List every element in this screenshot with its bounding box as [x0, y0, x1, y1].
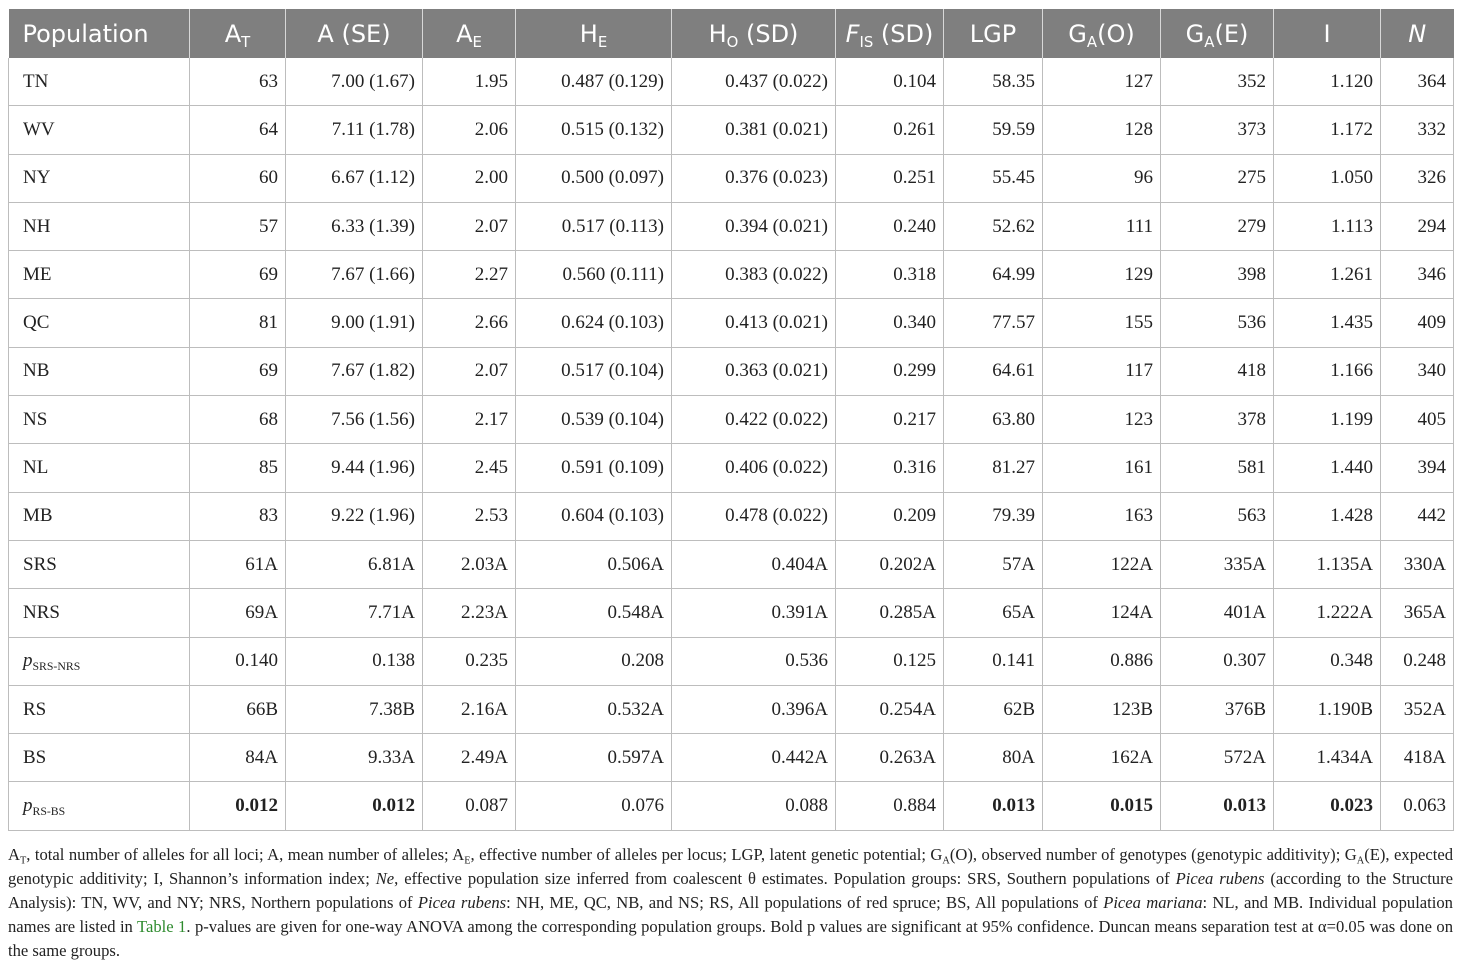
row-label: RS: [9, 685, 190, 733]
table-cell: 9.44 (1.96): [286, 444, 423, 492]
table-cell: 55.45: [944, 154, 1043, 202]
table-cell: 2.16A: [423, 685, 516, 733]
row-label: WV: [9, 106, 190, 154]
table-cell: 1.190B: [1274, 685, 1381, 733]
table-row: [9, 58, 1454, 106]
table-body: [9, 58, 1454, 830]
table-cell: 0.422 (0.022): [672, 396, 836, 444]
table-cell: 117: [1043, 347, 1161, 395]
table-cell: 2.66: [423, 299, 516, 347]
row-label: QC: [9, 299, 190, 347]
table-cell: 364: [1381, 58, 1454, 106]
table-cell: 0.363 (0.021): [672, 347, 836, 395]
table-cell: 0.532A: [516, 685, 672, 733]
row-label: NH: [9, 202, 190, 250]
table-row: [9, 106, 1454, 154]
table-cell: 0.394 (0.021): [672, 202, 836, 250]
table-cell: 57: [190, 202, 286, 250]
table-cell: 0.396A: [672, 685, 836, 733]
table-cell: 536: [1161, 299, 1274, 347]
table-cell: 1.199: [1274, 396, 1381, 444]
table-cell: 0.884: [836, 782, 944, 830]
table-cell: 0.202A: [836, 540, 944, 588]
table-cell: 0.348: [1274, 637, 1381, 685]
table-cell: 1.95: [423, 58, 516, 106]
table-row: [9, 685, 1454, 733]
table-cell: 129: [1043, 251, 1161, 299]
table-cell: 7.38B: [286, 685, 423, 733]
table-header: [9, 9, 1454, 58]
table-cell: 123B: [1043, 685, 1161, 733]
table-cell: 0.604 (0.103): [516, 492, 672, 540]
table-cell: 2.03A: [423, 540, 516, 588]
table-cell: 7.67 (1.66): [286, 251, 423, 299]
table-cell: 335A: [1161, 540, 1274, 588]
table-cell: 330A: [1381, 540, 1454, 588]
table-cell: 0.442A: [672, 734, 836, 782]
row-label: $p_{SRS-NRS}$: [9, 637, 190, 685]
footnote-text: (E), expected genotypic additivity; I, Shannon’s information index;: [8, 845, 1453, 888]
table-cell: 0.307: [1161, 637, 1274, 685]
table-row: [9, 734, 1454, 782]
table-cell: 1.434A: [1274, 734, 1381, 782]
table-cell: 2.07: [423, 202, 516, 250]
table-cell: 127: [1043, 58, 1161, 106]
row-label: NRS: [9, 589, 190, 637]
table-cell: 0.500 (0.097): [516, 154, 672, 202]
footnote-text: . p-values are given for one-way ANOVA among the corresponding population groups. Bold p values are significant at 95% confidence. Duncan means separation test at α=0.05 was done on the same groups.: [8, 917, 1453, 960]
table-cell: 0.560 (0.111): [516, 251, 672, 299]
table-cell: 0.013: [944, 782, 1043, 830]
table-cell: 0.285A: [836, 589, 944, 637]
table-cell: 0.012: [190, 782, 286, 830]
table-cell: 0.125: [836, 637, 944, 685]
table-cell: 124A: [1043, 589, 1161, 637]
table-cell: 65A: [944, 589, 1043, 637]
table-row: [9, 444, 1454, 492]
table-cell: 0.248: [1381, 637, 1454, 685]
table-row: [9, 637, 1454, 685]
table-cell: 63: [190, 58, 286, 106]
column-header: $H_E$: [516, 9, 672, 58]
row-label: ME: [9, 251, 190, 299]
table-cell: 2.53: [423, 492, 516, 540]
footnote-text: : NL, and MB. Individual population names are listed in: [8, 893, 1453, 936]
table-cell: 1.261: [1274, 251, 1381, 299]
table-cell: 0.209: [836, 492, 944, 540]
table-cell: 64.99: [944, 251, 1043, 299]
table-cell: 0.487 (0.129): [516, 58, 672, 106]
species-name: Picea rubens: [1175, 869, 1265, 888]
table-cell: 0.318: [836, 251, 944, 299]
table-cell: 0.539 (0.104): [516, 396, 672, 444]
column-header: $A_T$: [190, 9, 286, 58]
table-cell: 398: [1161, 251, 1274, 299]
table-cell: 52.62: [944, 202, 1043, 250]
table-cell: 9.00 (1.91): [286, 299, 423, 347]
table-cell: 69: [190, 251, 286, 299]
table-cell: 0.597A: [516, 734, 672, 782]
table-cell: 1.172: [1274, 106, 1381, 154]
table-cell: 9.33A: [286, 734, 423, 782]
table-cell: 0.515 (0.132): [516, 106, 672, 154]
table-cell: 1.050: [1274, 154, 1381, 202]
table-cell: 1.135A: [1274, 540, 1381, 588]
table-cell: 0.104: [836, 58, 944, 106]
row-label: MB: [9, 492, 190, 540]
table-row: [9, 782, 1454, 830]
table-cell: 0.013: [1161, 782, 1274, 830]
table-cell: 0.316: [836, 444, 944, 492]
table-cell: 2.17: [423, 396, 516, 444]
table-cell: 1.428: [1274, 492, 1381, 540]
table-cell: 1.222A: [1274, 589, 1381, 637]
table-cell: 0.506A: [516, 540, 672, 588]
table-row: [9, 202, 1454, 250]
table-cell: 0.263A: [836, 734, 944, 782]
table-cell: 0.376 (0.023): [672, 154, 836, 202]
table-cell: 0.624 (0.103): [516, 299, 672, 347]
table-cell: 81.27: [944, 444, 1043, 492]
row-label: NS: [9, 396, 190, 444]
table-cell: 162A: [1043, 734, 1161, 782]
table-cell: 59.59: [944, 106, 1043, 154]
table-cell: 161: [1043, 444, 1161, 492]
table-cell: 0.413 (0.021): [672, 299, 836, 347]
table-cell: 0.299: [836, 347, 944, 395]
table-cell: 1.113: [1274, 202, 1381, 250]
table-1-link[interactable]: Table 1: [137, 917, 187, 936]
table-cell: 64: [190, 106, 286, 154]
table-cell: 79.39: [944, 492, 1043, 540]
footnote-sub: E: [464, 855, 471, 867]
table-cell: 1.440: [1274, 444, 1381, 492]
table-cell: 6.67 (1.12): [286, 154, 423, 202]
column-header: N: [1381, 9, 1454, 58]
table-cell: 0.235: [423, 637, 516, 685]
table-cell: 2.27: [423, 251, 516, 299]
table-cell: 275: [1161, 154, 1274, 202]
table-cell: 0.087: [423, 782, 516, 830]
table-cell: 63.80: [944, 396, 1043, 444]
table-cell: 378: [1161, 396, 1274, 444]
table-row: [9, 299, 1454, 347]
column-header: Population: [9, 9, 190, 58]
table-cell: 0.340: [836, 299, 944, 347]
table-cell: 80A: [944, 734, 1043, 782]
table-footnote: [8, 843, 1453, 963]
table-cell: 96: [1043, 154, 1161, 202]
table-cell: 405: [1381, 396, 1454, 444]
table-cell: 0.076: [516, 782, 672, 830]
table-cell: 0.240: [836, 202, 944, 250]
table-cell: 409: [1381, 299, 1454, 347]
table-cell: 0.141: [944, 637, 1043, 685]
table-cell: 0.478 (0.022): [672, 492, 836, 540]
table-row: [9, 540, 1454, 588]
table-cell: 77.57: [944, 299, 1043, 347]
table-cell: 2.00: [423, 154, 516, 202]
table-cell: 6.33 (1.39): [286, 202, 423, 250]
table-row: [9, 347, 1454, 395]
table-cell: 418: [1161, 347, 1274, 395]
table-cell: 0.023: [1274, 782, 1381, 830]
table-cell: 0.404A: [672, 540, 836, 588]
table-row: [9, 251, 1454, 299]
table-cell: 352: [1161, 58, 1274, 106]
table-cell: 0.063: [1381, 782, 1454, 830]
table-cell: 0.391A: [672, 589, 836, 637]
footnote-text: , effective population size inferred from coalescent θ estimates. Population groups: SRS, Southern populations of: [394, 869, 1176, 888]
table-cell: 394: [1381, 444, 1454, 492]
table-cell: 401A: [1161, 589, 1274, 637]
column-header: I: [1274, 9, 1381, 58]
table-cell: 7.11 (1.78): [286, 106, 423, 154]
header-row: [9, 9, 1454, 58]
footnote-text: : NH, ME, QC, NB, and NS; RS, All populations of red spruce; BS, All populations of: [506, 893, 1104, 912]
table-cell: 7.67 (1.82): [286, 347, 423, 395]
table-cell: 0.517 (0.113): [516, 202, 672, 250]
table-cell: 163: [1043, 492, 1161, 540]
table-cell: 69: [190, 347, 286, 395]
species-name: Picea rubens: [417, 893, 507, 912]
footnote-italic: Ne: [375, 869, 395, 888]
table-cell: 0.886: [1043, 637, 1161, 685]
table-cell: 0.261: [836, 106, 944, 154]
table-cell: 2.06: [423, 106, 516, 154]
table-cell: 1.120: [1274, 58, 1381, 106]
table-cell: 84A: [190, 734, 286, 782]
footnote-sub: A: [1356, 855, 1365, 867]
table-cell: 85: [190, 444, 286, 492]
table-cell: 373: [1161, 106, 1274, 154]
row-label: $p_{RS-BS}$: [9, 782, 190, 830]
table-cell: 61A: [190, 540, 286, 588]
table-cell: 418A: [1381, 734, 1454, 782]
table-cell: 0.140: [190, 637, 286, 685]
table-cell: 0.383 (0.022): [672, 251, 836, 299]
footnote-text: A: [8, 845, 20, 864]
table-cell: 0.217: [836, 396, 944, 444]
table-cell: 128: [1043, 106, 1161, 154]
table-cell: 0.208: [516, 637, 672, 685]
table-cell: 0.536: [672, 637, 836, 685]
table-cell: 57A: [944, 540, 1043, 588]
table-cell: 376B: [1161, 685, 1274, 733]
table-cell: 0.015: [1043, 782, 1161, 830]
table-cell: 279: [1161, 202, 1274, 250]
table-row: [9, 589, 1454, 637]
table-cell: 0.254A: [836, 685, 944, 733]
table-cell: 346: [1381, 251, 1454, 299]
table-row: [9, 396, 1454, 444]
row-label: NB: [9, 347, 190, 395]
table-cell: 340: [1381, 347, 1454, 395]
table-cell: 2.45: [423, 444, 516, 492]
footnote-sub: T: [19, 855, 27, 867]
column-header: LGP: [944, 9, 1043, 58]
table-cell: 1.166: [1274, 347, 1381, 395]
footnote-text: (O), observed number of genotypes (genotypic additivity); G: [949, 845, 1357, 864]
footnote-text: , total number of alleles for all loci; A, mean number of alleles; A: [26, 845, 465, 864]
table-cell: 6.81A: [286, 540, 423, 588]
footnote-text: (according to the Structure Analysis): TN, WV, and NY; NRS, Northern populations of: [8, 869, 1453, 912]
row-label: NL: [9, 444, 190, 492]
table-cell: 332: [1381, 106, 1454, 154]
table-container: [8, 9, 1453, 831]
table-cell: 0.591 (0.109): [516, 444, 672, 492]
table-cell: 62B: [944, 685, 1043, 733]
table-cell: 0.138: [286, 637, 423, 685]
table-cell: 66B: [190, 685, 286, 733]
row-label: NY: [9, 154, 190, 202]
column-header: $A_E$: [423, 9, 516, 58]
footnote-text: , effective number of alleles per locus; LGP, latent genetic potential; G: [470, 845, 943, 864]
table-cell: 1.435: [1274, 299, 1381, 347]
table-cell: 0.517 (0.104): [516, 347, 672, 395]
table-cell: 572A: [1161, 734, 1274, 782]
table-row: [9, 492, 1454, 540]
table-cell: 581: [1161, 444, 1274, 492]
table-cell: 122A: [1043, 540, 1161, 588]
row-label: BS: [9, 734, 190, 782]
table-cell: 365A: [1381, 589, 1454, 637]
table-cell: 111: [1043, 202, 1161, 250]
row-label: SRS: [9, 540, 190, 588]
table-cell: 442: [1381, 492, 1454, 540]
table-cell: 68: [190, 396, 286, 444]
column-header: $G_A(O)$: [1043, 9, 1161, 58]
column-header: $G_A(E)$: [1161, 9, 1274, 58]
table-cell: 2.07: [423, 347, 516, 395]
species-name: Picea mariana: [1103, 893, 1203, 912]
table-cell: 155: [1043, 299, 1161, 347]
table-cell: 58.35: [944, 58, 1043, 106]
table-cell: 64.61: [944, 347, 1043, 395]
table-cell: 7.71A: [286, 589, 423, 637]
table-cell: 2.23A: [423, 589, 516, 637]
table-cell: 0.548A: [516, 589, 672, 637]
table-cell: 7.00 (1.67): [286, 58, 423, 106]
table-cell: 352A: [1381, 685, 1454, 733]
table-cell: 7.56 (1.56): [286, 396, 423, 444]
table-cell: 2.49A: [423, 734, 516, 782]
table-cell: 0.437 (0.022): [672, 58, 836, 106]
population-genetics-table: [8, 9, 1454, 831]
table-cell: 0.381 (0.021): [672, 106, 836, 154]
table-cell: 0.088: [672, 782, 836, 830]
table-cell: 0.406 (0.022): [672, 444, 836, 492]
table-cell: 60: [190, 154, 286, 202]
column-header: A (SE): [286, 9, 423, 58]
column-header: $H_O$ (SD): [672, 9, 836, 58]
table-cell: 0.012: [286, 782, 423, 830]
table-cell: 563: [1161, 492, 1274, 540]
column-header: $F_{IS}$ (SD): [836, 9, 944, 58]
row-label: TN: [9, 58, 190, 106]
table-cell: 81: [190, 299, 286, 347]
table-cell: 0.251: [836, 154, 944, 202]
table-cell: 83: [190, 492, 286, 540]
table-cell: 9.22 (1.96): [286, 492, 423, 540]
table-cell: 326: [1381, 154, 1454, 202]
table-cell: 294: [1381, 202, 1454, 250]
table-row: [9, 154, 1454, 202]
table-cell: 123: [1043, 396, 1161, 444]
footnote-sub: A: [942, 855, 950, 867]
table-cell: 69A: [190, 589, 286, 637]
